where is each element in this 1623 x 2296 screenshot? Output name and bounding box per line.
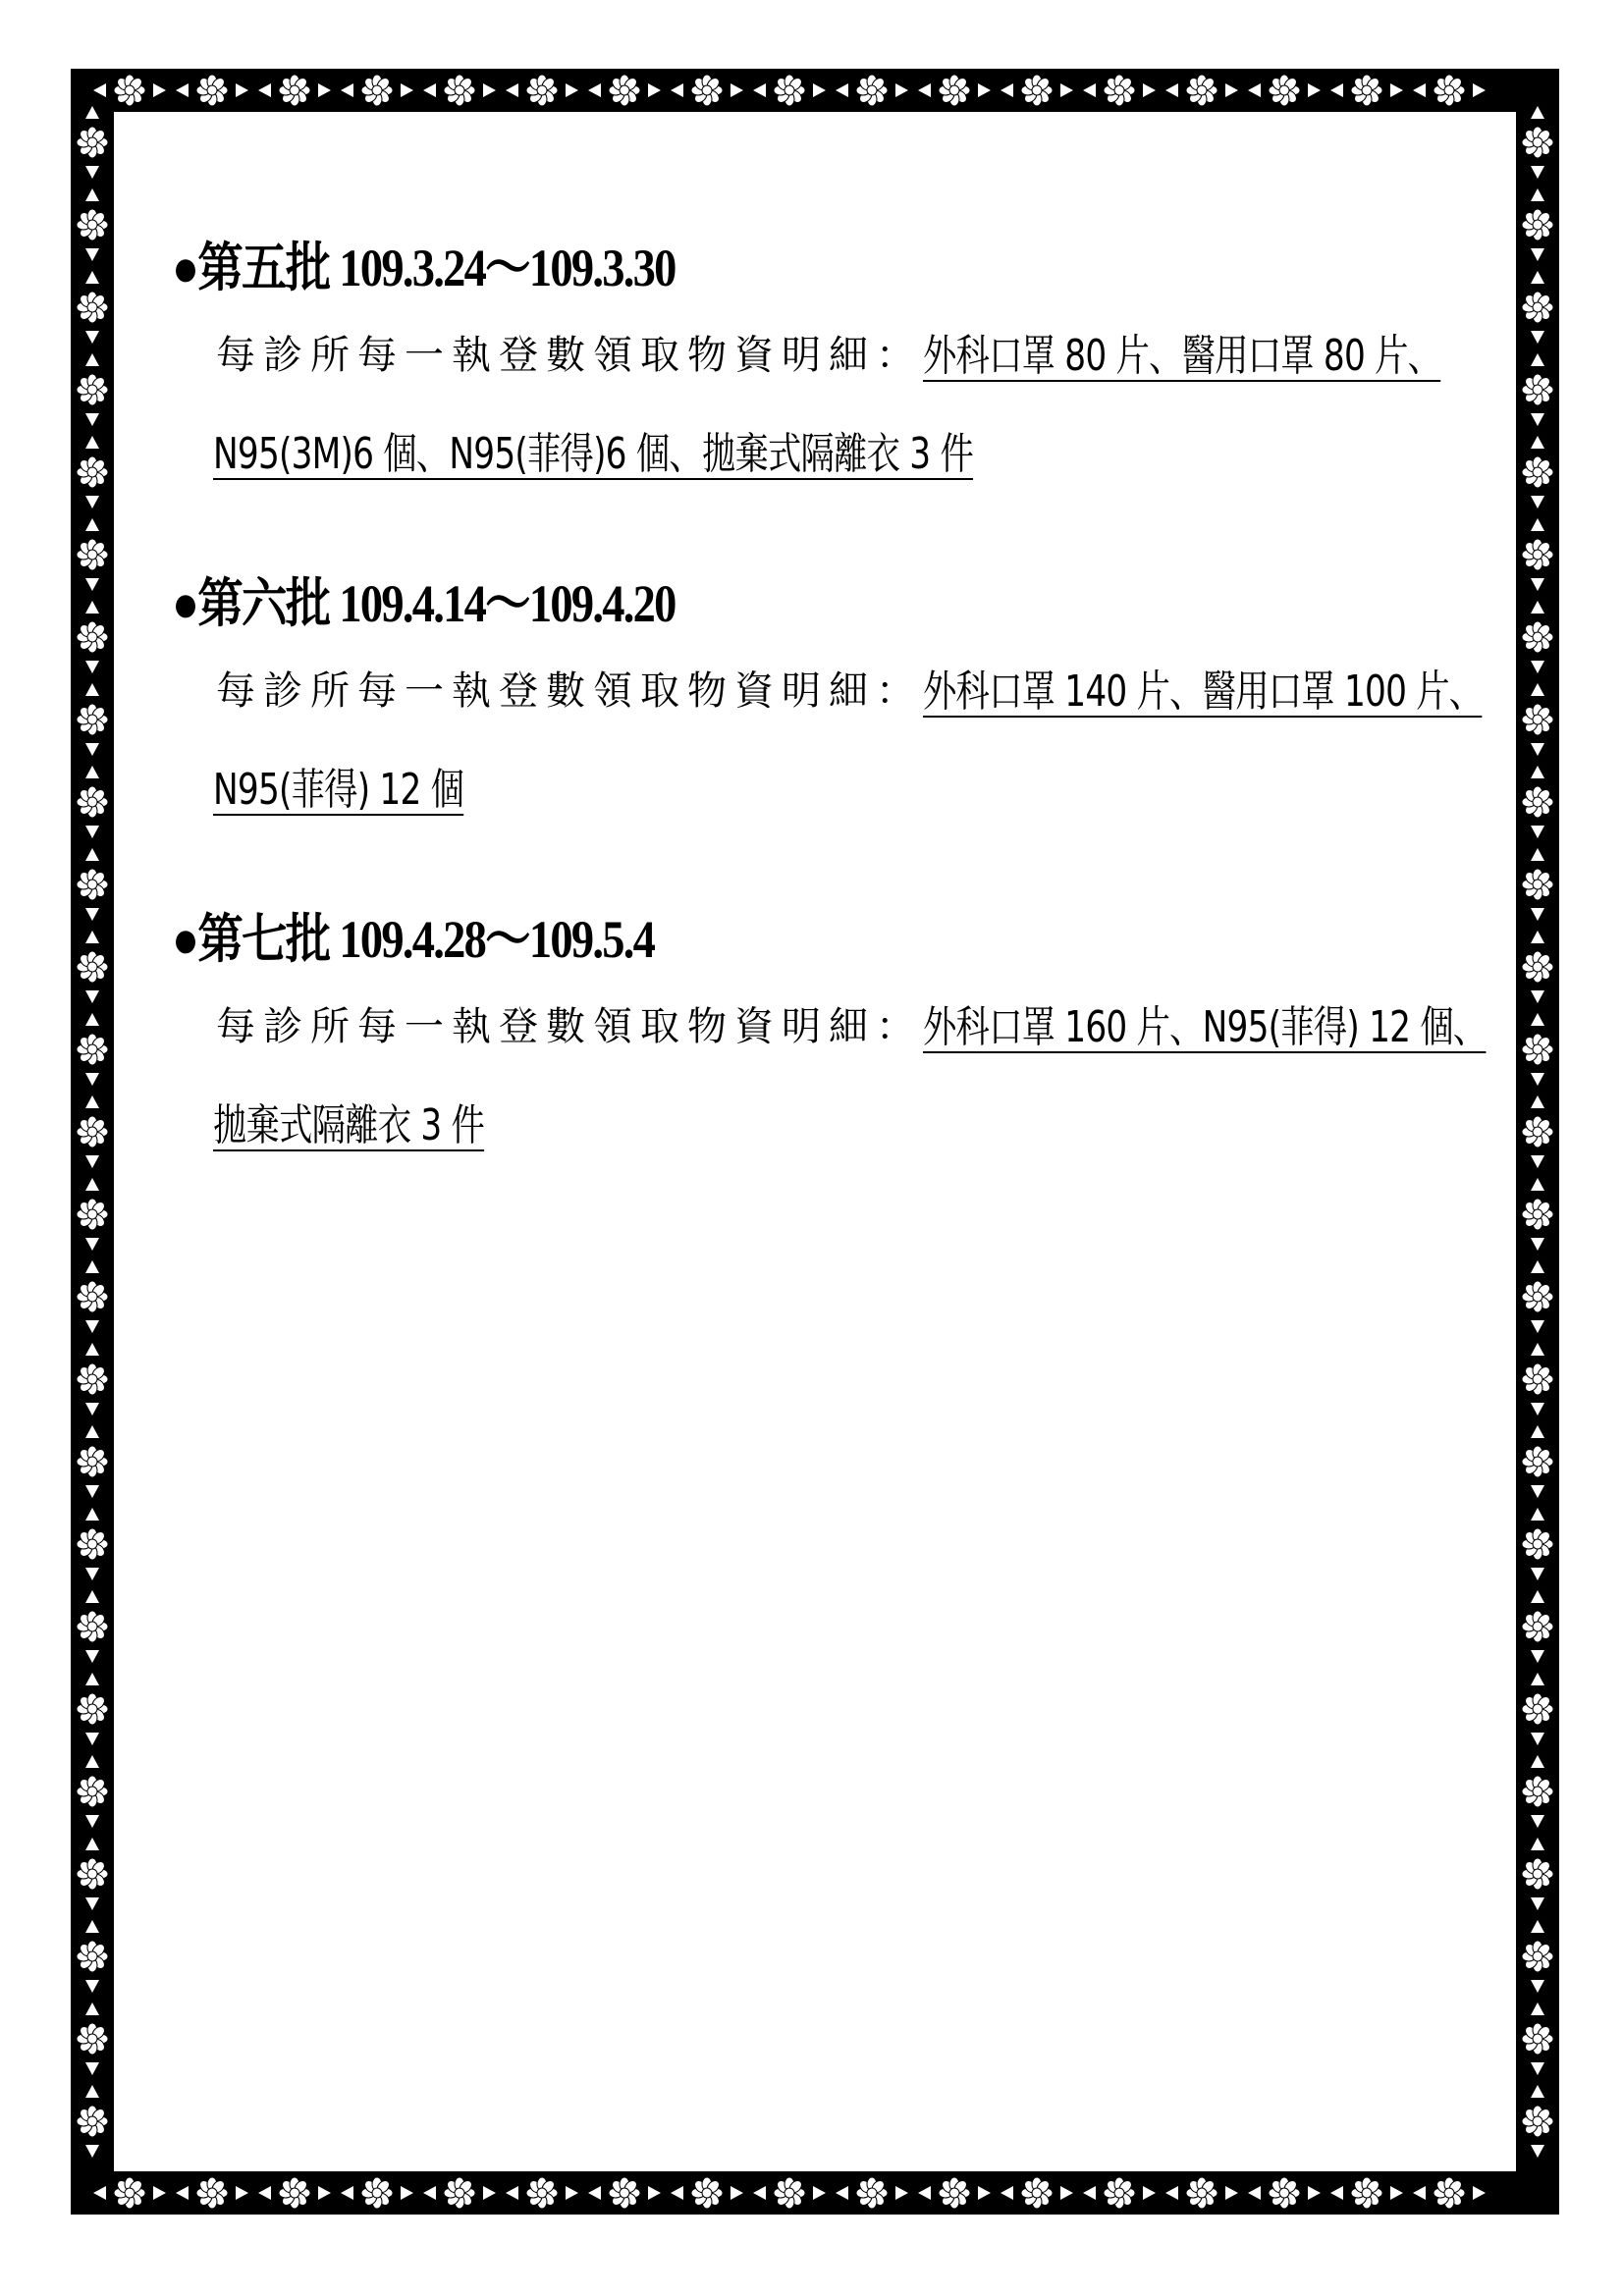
flower-icon bbox=[1522, 621, 1553, 653]
arrow-icon bbox=[1531, 1980, 1544, 1993]
arrow-icon bbox=[648, 83, 661, 97]
arrow-icon bbox=[978, 83, 991, 97]
supply-items: N95(菲得) 12 個 bbox=[213, 765, 464, 815]
arrow-icon bbox=[1531, 1838, 1544, 1850]
supply-items: N95(3M)6 個、N95(菲得)6 個、拋棄式隔離衣 3 件 bbox=[213, 429, 974, 479]
arrow-icon bbox=[85, 908, 99, 921]
flower-icon bbox=[939, 75, 970, 106]
flower-icon bbox=[856, 75, 888, 106]
supply-line-continued bbox=[213, 400, 1478, 499]
supply-items: 外科口罩 80 片、醫用口罩 80 片、 bbox=[923, 331, 1441, 381]
arrow-icon bbox=[1531, 271, 1544, 284]
arrow-icon bbox=[1413, 2186, 1426, 2200]
flower-icon bbox=[1522, 1446, 1553, 1477]
flower-icon bbox=[361, 75, 393, 106]
arrow-icon bbox=[483, 83, 496, 97]
arrow-icon bbox=[85, 1013, 99, 1026]
arrow-icon bbox=[341, 2186, 353, 2200]
flower-icon bbox=[279, 2177, 310, 2209]
arrow-icon bbox=[1531, 2085, 1544, 2098]
arrow-icon bbox=[85, 331, 99, 344]
arrow-icon bbox=[85, 743, 99, 756]
arrow-icon bbox=[423, 2186, 436, 2200]
arrow-icon bbox=[85, 1815, 99, 1828]
arrow-icon bbox=[1531, 1425, 1544, 1438]
arrow-icon bbox=[85, 601, 99, 614]
arrow-icon bbox=[1531, 766, 1544, 778]
arrow-icon bbox=[318, 83, 331, 97]
arrow-icon bbox=[85, 1238, 99, 1251]
flower-icon bbox=[77, 621, 108, 653]
flower-icon bbox=[77, 1941, 108, 1972]
arrow-icon bbox=[1001, 83, 1013, 97]
arrow-icon bbox=[85, 1155, 99, 1168]
arrow-icon bbox=[978, 2186, 991, 2200]
flower-icon bbox=[196, 2177, 228, 2209]
flower-icon bbox=[1434, 75, 1465, 106]
arrow-icon bbox=[85, 1590, 99, 1603]
arrow-icon bbox=[1225, 2186, 1238, 2200]
arrow-icon bbox=[1390, 2186, 1403, 2200]
arrow-icon bbox=[401, 83, 413, 97]
arrow-icon bbox=[258, 83, 271, 97]
flower-icon bbox=[1522, 127, 1553, 158]
flower-icon bbox=[1522, 786, 1553, 818]
flower-icon bbox=[1021, 75, 1053, 106]
arrow-icon bbox=[483, 2186, 496, 2200]
flower-icon bbox=[526, 75, 558, 106]
flower-icon bbox=[77, 539, 108, 570]
flower-icon bbox=[77, 786, 108, 818]
flower-icon bbox=[77, 1034, 108, 1065]
arrow-icon bbox=[895, 83, 908, 97]
arrow-icon bbox=[1531, 683, 1544, 696]
arrow-icon bbox=[1060, 83, 1073, 97]
arrow-icon bbox=[1531, 1897, 1544, 1910]
arrow-icon bbox=[85, 578, 99, 591]
supply-line bbox=[216, 302, 1478, 400]
flower-icon bbox=[1104, 75, 1135, 106]
flower-icon bbox=[77, 1199, 108, 1230]
arrow-icon bbox=[1308, 2186, 1321, 2200]
arrow-icon bbox=[895, 2186, 908, 2200]
flower-icon bbox=[1522, 704, 1553, 735]
supply-label: 每診所每一執登數領取物資明細： bbox=[216, 332, 923, 378]
flower-icon bbox=[1104, 2177, 1135, 2209]
arrow-icon bbox=[85, 248, 99, 261]
flower-icon bbox=[279, 75, 310, 106]
arrow-icon bbox=[1531, 661, 1544, 673]
arrow-icon bbox=[1531, 1320, 1544, 1333]
flower-icon bbox=[1522, 1528, 1553, 1560]
flower-icon bbox=[1186, 2177, 1217, 2209]
flower-icon bbox=[77, 2023, 108, 2055]
arrow-icon bbox=[918, 83, 931, 97]
arrow-icon bbox=[1531, 1733, 1544, 1745]
arrow-icon bbox=[1531, 578, 1544, 591]
arrow-icon bbox=[1330, 2186, 1343, 2200]
flower-icon bbox=[77, 292, 108, 323]
arrow-icon bbox=[401, 2186, 413, 2200]
arrow-icon bbox=[1390, 83, 1403, 97]
supply-line bbox=[216, 638, 1483, 736]
flower-icon bbox=[1186, 75, 1217, 106]
batch-6-section bbox=[172, 560, 1483, 834]
flower-icon bbox=[77, 1363, 108, 1395]
arrow-icon bbox=[1083, 83, 1096, 97]
arrow-icon bbox=[1248, 83, 1261, 97]
flower-icon bbox=[1522, 1281, 1553, 1312]
arrow-icon bbox=[85, 1673, 99, 1685]
batch-heading bbox=[172, 560, 1295, 638]
arrow-icon bbox=[85, 1755, 99, 1768]
document-body bbox=[172, 224, 1487, 1231]
flower-icon bbox=[444, 2177, 475, 2209]
flower-icon bbox=[526, 2177, 558, 2209]
flower-icon bbox=[774, 75, 805, 106]
flower-icon bbox=[114, 2177, 145, 2209]
arrow-icon bbox=[1531, 1178, 1544, 1191]
supply-line-continued bbox=[213, 1072, 1478, 1170]
arrow-icon bbox=[1531, 743, 1544, 756]
arrow-icon bbox=[1531, 188, 1544, 201]
arrow-icon bbox=[1531, 990, 1544, 1003]
supply-items: 拋棄式隔離衣 3 件 bbox=[213, 1100, 485, 1150]
arrow-icon bbox=[85, 661, 99, 673]
supply-label: 每診所每一執登數領取物資明細： bbox=[216, 667, 923, 714]
arrow-icon bbox=[506, 83, 518, 97]
batch-heading bbox=[172, 224, 1295, 302]
flower-icon bbox=[77, 456, 108, 488]
arrow-icon bbox=[1531, 848, 1544, 861]
arrow-icon bbox=[1143, 2186, 1156, 2200]
arrow-icon bbox=[1531, 166, 1544, 179]
arrow-icon bbox=[1531, 106, 1544, 119]
arrow-icon bbox=[85, 2062, 99, 2075]
arrow-icon bbox=[85, 1980, 99, 1993]
flower-icon bbox=[77, 1446, 108, 1477]
flower-icon bbox=[1522, 1363, 1553, 1395]
arrow-icon bbox=[341, 83, 353, 97]
arrow-icon bbox=[85, 1260, 99, 1273]
arrow-icon bbox=[1531, 1343, 1544, 1356]
flower-icon bbox=[77, 209, 108, 240]
flower-icon bbox=[1269, 75, 1300, 106]
flower-icon bbox=[77, 1281, 108, 1312]
arrow-icon bbox=[153, 83, 166, 97]
arrow-icon bbox=[1531, 496, 1544, 508]
arrow-icon bbox=[753, 2186, 766, 2200]
arrow-icon bbox=[85, 2145, 99, 2158]
arrow-icon bbox=[85, 413, 99, 426]
arrow-icon bbox=[1473, 83, 1486, 97]
arrow-icon bbox=[85, 990, 99, 1003]
arrow-icon bbox=[753, 83, 766, 97]
flower-icon bbox=[1522, 2023, 1553, 2055]
arrow-icon bbox=[1001, 2186, 1013, 2200]
arrow-icon bbox=[85, 1403, 99, 1415]
arrow-icon bbox=[85, 1897, 99, 1910]
arrow-icon bbox=[93, 2186, 106, 2200]
arrow-icon bbox=[1531, 1755, 1544, 1768]
supply-items: 外科口罩 160 片、N95(菲得) 12 個、 bbox=[923, 1002, 1487, 1052]
arrow-icon bbox=[85, 518, 99, 531]
arrow-icon bbox=[85, 2002, 99, 2015]
arrow-icon bbox=[85, 848, 99, 861]
supply-line bbox=[216, 974, 1487, 1072]
flower-icon bbox=[1522, 2106, 1553, 2137]
flower-icon bbox=[1522, 951, 1553, 983]
arrow-icon bbox=[1531, 1155, 1544, 1168]
arrow-icon bbox=[1531, 1073, 1544, 1086]
arrow-icon bbox=[588, 83, 601, 97]
flower-icon bbox=[77, 951, 108, 983]
flower-icon bbox=[1522, 539, 1553, 570]
arrow-icon bbox=[176, 83, 189, 97]
flower-icon bbox=[1351, 75, 1382, 106]
flower-icon bbox=[77, 127, 108, 158]
arrow-icon bbox=[93, 83, 106, 97]
arrow-icon bbox=[1531, 413, 1544, 426]
arrow-icon bbox=[85, 106, 99, 119]
flower-icon bbox=[196, 75, 228, 106]
arrow-icon bbox=[1531, 1568, 1544, 1580]
arrow-icon bbox=[85, 1320, 99, 1333]
batch-heading bbox=[172, 895, 1295, 974]
arrow-icon bbox=[813, 83, 826, 97]
arrow-icon bbox=[1531, 1920, 1544, 1933]
flower-icon bbox=[1522, 1776, 1553, 1807]
arrow-icon bbox=[506, 2186, 518, 2200]
flower-icon bbox=[856, 2177, 888, 2209]
arrow-icon bbox=[836, 83, 848, 97]
arrow-icon bbox=[1413, 83, 1426, 97]
arrow-icon bbox=[1531, 1238, 1544, 1251]
flower-icon bbox=[691, 2177, 723, 2209]
arrow-icon bbox=[1143, 83, 1156, 97]
flower-icon bbox=[1522, 1693, 1553, 1725]
arrow-icon bbox=[1531, 331, 1544, 344]
arrow-icon bbox=[85, 496, 99, 508]
arrow-icon bbox=[1330, 83, 1343, 97]
arrow-icon bbox=[671, 2186, 683, 2200]
arrow-icon bbox=[1531, 1403, 1544, 1415]
flower-icon bbox=[1522, 1611, 1553, 1642]
arrow-icon bbox=[85, 436, 99, 449]
arrow-icon bbox=[1531, 1095, 1544, 1108]
arrow-icon bbox=[1248, 2186, 1261, 2200]
arrow-icon bbox=[1531, 1590, 1544, 1603]
arrow-icon bbox=[730, 83, 743, 97]
arrow-icon bbox=[85, 1178, 99, 1191]
arrow-icon bbox=[258, 2186, 271, 2200]
arrow-icon bbox=[1531, 1013, 1544, 1026]
supply-label: 每診所每一執登數領取物資明細： bbox=[216, 1003, 923, 1049]
arrow-icon bbox=[1531, 248, 1544, 261]
arrow-icon bbox=[1165, 83, 1178, 97]
arrow-icon bbox=[85, 1508, 99, 1521]
arrow-icon bbox=[85, 1650, 99, 1663]
arrow-icon bbox=[85, 931, 99, 943]
flower-icon bbox=[1269, 2177, 1300, 2209]
arrow-icon bbox=[85, 166, 99, 179]
flower-icon bbox=[77, 1528, 108, 1560]
flower-icon bbox=[361, 2177, 393, 2209]
flower-icon bbox=[114, 75, 145, 106]
flower-icon bbox=[609, 75, 640, 106]
arrow-icon bbox=[85, 188, 99, 201]
flower-icon bbox=[1522, 374, 1553, 405]
arrow-icon bbox=[85, 2085, 99, 2098]
arrow-icon bbox=[85, 826, 99, 838]
flower-icon bbox=[444, 75, 475, 106]
arrow-icon bbox=[1531, 2062, 1544, 2075]
flower-icon bbox=[1021, 2177, 1053, 2209]
arrow-icon bbox=[836, 2186, 848, 2200]
flower-icon bbox=[1522, 209, 1553, 240]
arrow-icon bbox=[85, 1343, 99, 1356]
arrow-icon bbox=[1531, 2145, 1544, 2158]
arrow-icon bbox=[85, 683, 99, 696]
arrow-icon bbox=[1531, 518, 1544, 531]
arrow-icon bbox=[85, 1425, 99, 1438]
arrow-icon bbox=[1531, 353, 1544, 366]
arrow-icon bbox=[85, 1920, 99, 1933]
batch-heading-text: ●第五批 109.3.24～109.3.30 bbox=[172, 238, 676, 297]
arrow-icon bbox=[85, 1485, 99, 1498]
arrow-icon bbox=[1473, 2186, 1486, 2200]
arrow-icon bbox=[1531, 931, 1544, 943]
flower-icon bbox=[939, 2177, 970, 2209]
flower-icon bbox=[1522, 1941, 1553, 1972]
arrow-icon bbox=[813, 2186, 826, 2200]
flower-icon bbox=[1522, 1116, 1553, 1148]
arrow-icon bbox=[1531, 1673, 1544, 1685]
flower-icon bbox=[1522, 1034, 1553, 1065]
arrow-icon bbox=[566, 83, 578, 97]
flower-icon bbox=[1434, 2177, 1465, 2209]
arrow-icon bbox=[1531, 1508, 1544, 1521]
flower-icon bbox=[77, 1693, 108, 1725]
arrow-icon bbox=[1531, 436, 1544, 449]
arrow-icon bbox=[1531, 908, 1544, 921]
arrow-icon bbox=[1060, 2186, 1073, 2200]
arrow-icon bbox=[648, 2186, 661, 2200]
flower-icon bbox=[1522, 292, 1553, 323]
flower-icon bbox=[1351, 2177, 1382, 2209]
flower-icon bbox=[77, 2106, 108, 2137]
arrow-icon bbox=[1308, 83, 1321, 97]
arrow-icon bbox=[318, 2186, 331, 2200]
arrow-icon bbox=[1531, 2002, 1544, 2015]
flower-icon bbox=[77, 704, 108, 735]
batch-7-section bbox=[172, 895, 1487, 1170]
flower-icon bbox=[77, 374, 108, 405]
arrow-icon bbox=[1531, 1260, 1544, 1273]
supply-line-continued bbox=[213, 736, 1478, 834]
batch-5-section bbox=[172, 224, 1478, 499]
flower-icon bbox=[77, 1776, 108, 1807]
flower-icon bbox=[1522, 869, 1553, 900]
arrow-icon bbox=[236, 83, 248, 97]
flower-icon bbox=[77, 1611, 108, 1642]
flower-icon bbox=[609, 2177, 640, 2209]
arrow-icon bbox=[1531, 601, 1544, 614]
arrow-icon bbox=[85, 353, 99, 366]
arrow-icon bbox=[236, 2186, 248, 2200]
arrow-icon bbox=[85, 1838, 99, 1850]
arrow-icon bbox=[1225, 83, 1238, 97]
flower-icon bbox=[774, 2177, 805, 2209]
arrow-icon bbox=[153, 2186, 166, 2200]
arrow-icon bbox=[1165, 2186, 1178, 2200]
arrow-icon bbox=[1531, 826, 1544, 838]
arrow-icon bbox=[85, 1095, 99, 1108]
arrow-icon bbox=[588, 2186, 601, 2200]
arrow-icon bbox=[176, 2186, 189, 2200]
arrow-icon bbox=[85, 1073, 99, 1086]
flower-icon bbox=[77, 869, 108, 900]
arrow-icon bbox=[85, 1568, 99, 1580]
flower-icon bbox=[77, 1858, 108, 1890]
supply-items: 外科口罩 140 片、醫用口罩 100 片、 bbox=[923, 667, 1483, 717]
arrow-icon bbox=[85, 271, 99, 284]
arrow-icon bbox=[918, 2186, 931, 2200]
arrow-icon bbox=[566, 2186, 578, 2200]
arrow-icon bbox=[85, 1733, 99, 1745]
arrow-icon bbox=[671, 83, 683, 97]
flower-icon bbox=[691, 75, 723, 106]
arrow-icon bbox=[730, 2186, 743, 2200]
batch-heading-text: ●第七批 109.4.28～109.5.4 bbox=[172, 909, 655, 969]
arrow-icon bbox=[423, 83, 436, 97]
flower-icon bbox=[77, 1116, 108, 1148]
flower-icon bbox=[1522, 456, 1553, 488]
arrow-icon bbox=[1083, 2186, 1096, 2200]
batch-heading-text: ●第六批 109.4.14～109.4.20 bbox=[172, 573, 676, 633]
arrow-icon bbox=[85, 766, 99, 778]
arrow-icon bbox=[1531, 1650, 1544, 1663]
flower-icon bbox=[1522, 1199, 1553, 1230]
arrow-icon bbox=[1531, 1815, 1544, 1828]
flower-icon bbox=[1522, 1858, 1553, 1890]
arrow-icon bbox=[1531, 1485, 1544, 1498]
